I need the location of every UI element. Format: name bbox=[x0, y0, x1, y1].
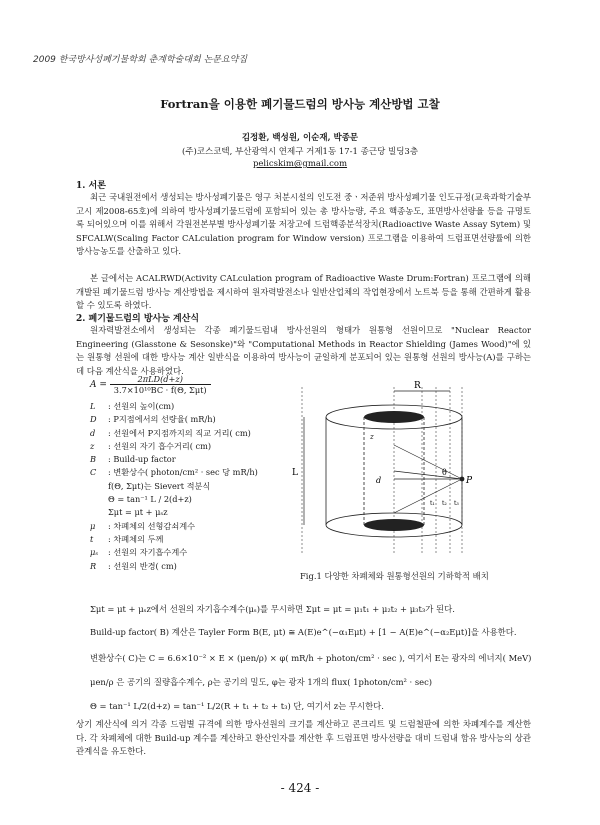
variable-row bbox=[90, 427, 295, 440]
variable-description: Θ = tan⁻¹ L / 2(d+z) bbox=[108, 494, 192, 505]
label-t1: t₁ bbox=[430, 500, 435, 507]
formula-denominator: 3.7×10¹⁰BC · f(Θ, Σμt) bbox=[113, 385, 207, 395]
formula-lhs: A = bbox=[90, 379, 107, 390]
variable-description: : 선원의 높이(cm) bbox=[108, 401, 175, 411]
affiliation: (주)코스코텍, 부산광역시 연제구 거제1동 17-1 종근당 빌딩3층 bbox=[181, 147, 419, 157]
closing-para: 상기 계산식에 의거 각종 드럼별 규격에 의한 방사선원의 크기를 계산하고 콘크리트 및 드럼철판에 의한 차폐계수를 계산한다. 각 차폐체에 대한 Build-up 계수를 계산하고 환산인자를 계산한 후 드럼표면 방사선량을 대비 드럼내 함유 방사능의 상관관계식을 유도한다. bbox=[76, 719, 531, 757]
variable-symbol: μₛ bbox=[90, 547, 99, 558]
variable-row bbox=[90, 520, 295, 533]
eq-line-absorption: Σμt = μt + μₛz에서 선원의 자기흡수계수(μₛ)를 무시하면 Σμt = μt = μ₁t₁ + μ₂t₂ + μ₃t₃가 된다. bbox=[90, 604, 455, 614]
ray-line bbox=[394, 445, 462, 479]
variable-description: : Build-up factor bbox=[108, 454, 176, 465]
variable-row bbox=[90, 466, 295, 479]
eq-line-theta: Θ = tan⁻¹ L/2(d+z) = tan⁻¹ L/2(R + t₁ + t₂ + t₃) 단, 여기서 z는 무시한다. bbox=[90, 701, 384, 711]
section1-para2 bbox=[76, 272, 531, 313]
email-link[interactable]: pelicskim@gmail.com bbox=[252, 159, 348, 169]
ray-line bbox=[394, 471, 462, 479]
section2-para1 bbox=[76, 324, 531, 378]
label-z: z bbox=[370, 433, 374, 441]
variable-symbol: R bbox=[90, 560, 97, 571]
variable-description: f(Θ, Σμt)는 Sievert 적분식 bbox=[108, 480, 211, 491]
ray-line bbox=[394, 479, 462, 513]
figure-caption: Fig.1 다양한 차폐체와 원통형선원의 기하학적 배치 bbox=[300, 571, 489, 581]
label-P: P bbox=[466, 476, 473, 486]
variable-symbol: D bbox=[90, 414, 97, 425]
variable-description: : 차폐체의 선형감쇠계수 bbox=[108, 520, 196, 531]
authors: 김정환, 백성원, 이순재, 박종문 bbox=[241, 133, 359, 143]
variable-symbol: L bbox=[90, 401, 96, 411]
variable-row bbox=[90, 493, 295, 506]
label-d: d bbox=[376, 476, 382, 485]
label-t2: t₂ bbox=[442, 500, 447, 507]
variable-description: : 선원에서 P지점까지의 직교 거리( cm) bbox=[108, 427, 251, 438]
variable-description: : 변환상수( photon/cm² · sec 당 mR/h) bbox=[108, 467, 258, 478]
label-theta: θ bbox=[442, 468, 447, 477]
variable-description: : P지점에서의 선량율( mR/h) bbox=[108, 414, 216, 425]
variable-symbol: μ bbox=[90, 520, 96, 531]
variable-row bbox=[90, 413, 295, 426]
formula-fraction bbox=[110, 374, 211, 395]
section1-para1-text: 최근 국내원전에서 생성되는 방사성폐기물은 영구 처분시설의 인도전 중ㆍ저준위 방사성폐기물 인도규정(교육과학기술부 고시 제2008-65호)에 의하여 방사성폐기물드럼에 포함되어 있는 총 방사능량, 주요 핵종농도, 표면방사선량율 등을 규명토록 되어있으며 이를 위해서 각원전본부별 방사성폐기물 저장고에 드럼핵종분석장치(Radioactive Waste Assay Sytem) 및 SFCALW(Scaling Factor CALculation program for Window version) 프로그램을 이용하여 드럼표면선량률에 의한 방사능농도를 산출하고 있다. bbox=[76, 192, 531, 257]
section2-heading: 2. 폐기물드럼의 방사능 계산식 bbox=[76, 314, 200, 324]
variable-row bbox=[90, 453, 295, 466]
variable-description: : 선원의 반경( cm) bbox=[108, 560, 177, 571]
eq-line-conversion: 변환상수( C)는 C = 6.6×10⁻² × E × (μen/ρ) × φ( mR/h ÷ photon/cm² · sec ), 여기서 E는 광자의 에너지( MeV) bbox=[90, 653, 532, 663]
eq-line-mass-absorption: μen/ρ 은 공기의 질량흡수계수, ρ는 공기의 밀도, φ는 광자 1개의 flux( 1photon/cm² · sec) bbox=[90, 677, 433, 687]
variable-row bbox=[90, 480, 295, 493]
variable-description: Σμt = μt + μₛz bbox=[108, 507, 168, 518]
section1-para1 bbox=[76, 191, 531, 259]
label-R: R bbox=[414, 381, 421, 391]
label-t3: t₃ bbox=[454, 500, 459, 507]
variable-description: : 선원의 자기흡수계수 bbox=[108, 547, 188, 558]
main-formula bbox=[90, 374, 211, 395]
variable-symbol: d bbox=[90, 427, 96, 438]
source-bottom bbox=[364, 519, 424, 531]
label-L: L bbox=[292, 468, 298, 478]
variable-row bbox=[90, 546, 295, 559]
paper-title: Fortran을 이용한 폐기물드럼의 방사능 계산방법 고찰 bbox=[160, 97, 440, 111]
variable-row bbox=[90, 533, 295, 546]
running-head: 2009 한국방사성폐기물학회 춘계학술대회 논문요약집 bbox=[33, 55, 248, 65]
figure-cylinder-geometry bbox=[290, 375, 480, 565]
variable-symbol: B bbox=[90, 454, 97, 465]
section2-para1-text: 원자력발전소에서 생성되는 각종 폐기물드럼내 방사선원의 형태가 원통형 선원이므로 "Nuclear Reactor Engineering (Glasstone & Sesonske)"와 "Computational Methods in Reactor Shielding (James Wood)"에 있는 원통형 선원에 대한 방사능 계산 일반식을 이용하여 방사능이 균일하게 분포되어 있는 원통형 선원의 방사능(A)를 구하는데 다음 계산식을 사용하였다. bbox=[76, 325, 531, 376]
source-top bbox=[364, 411, 424, 423]
variable-row bbox=[90, 506, 295, 519]
section1-para2-text: 본 글에서는 ACALRWD(Activity CALculation program of Radioactive Waste Drum:Fortran) 프로그램에 의해 개발된 폐기물드럼 방사능 계산방법을 제시하여 원자력발전소나 일반산업체의 작업현장에서 노트북 등을 통해 간편하게 활용할 수 있도록 하였다. bbox=[76, 273, 531, 311]
variable-row bbox=[90, 440, 295, 453]
variable-row bbox=[90, 400, 295, 413]
variable-list bbox=[90, 400, 295, 573]
eq-line-buildup: Build-up factor( B) 계산은 Tayler Form B(E, μt) ≅ A(E)e^(−α₁Eμt) + [1 − A(E)e^(−α₂Eμt)]을 사용한다. bbox=[90, 627, 517, 637]
formula-numerator: 2πLD(d+z) bbox=[110, 374, 211, 385]
variable-row bbox=[90, 560, 295, 573]
point-P bbox=[460, 477, 465, 482]
page-number: - 424 - bbox=[280, 781, 320, 795]
variable-symbol: C bbox=[90, 467, 97, 478]
variable-description: : 선원의 자기 흡수거리( cm) bbox=[108, 440, 212, 451]
section1-heading: 1. 서론 bbox=[76, 181, 106, 191]
variable-symbol: t bbox=[90, 533, 94, 544]
variable-symbol: z bbox=[90, 440, 95, 451]
variable-description: : 차폐체의 두께 bbox=[108, 533, 164, 544]
